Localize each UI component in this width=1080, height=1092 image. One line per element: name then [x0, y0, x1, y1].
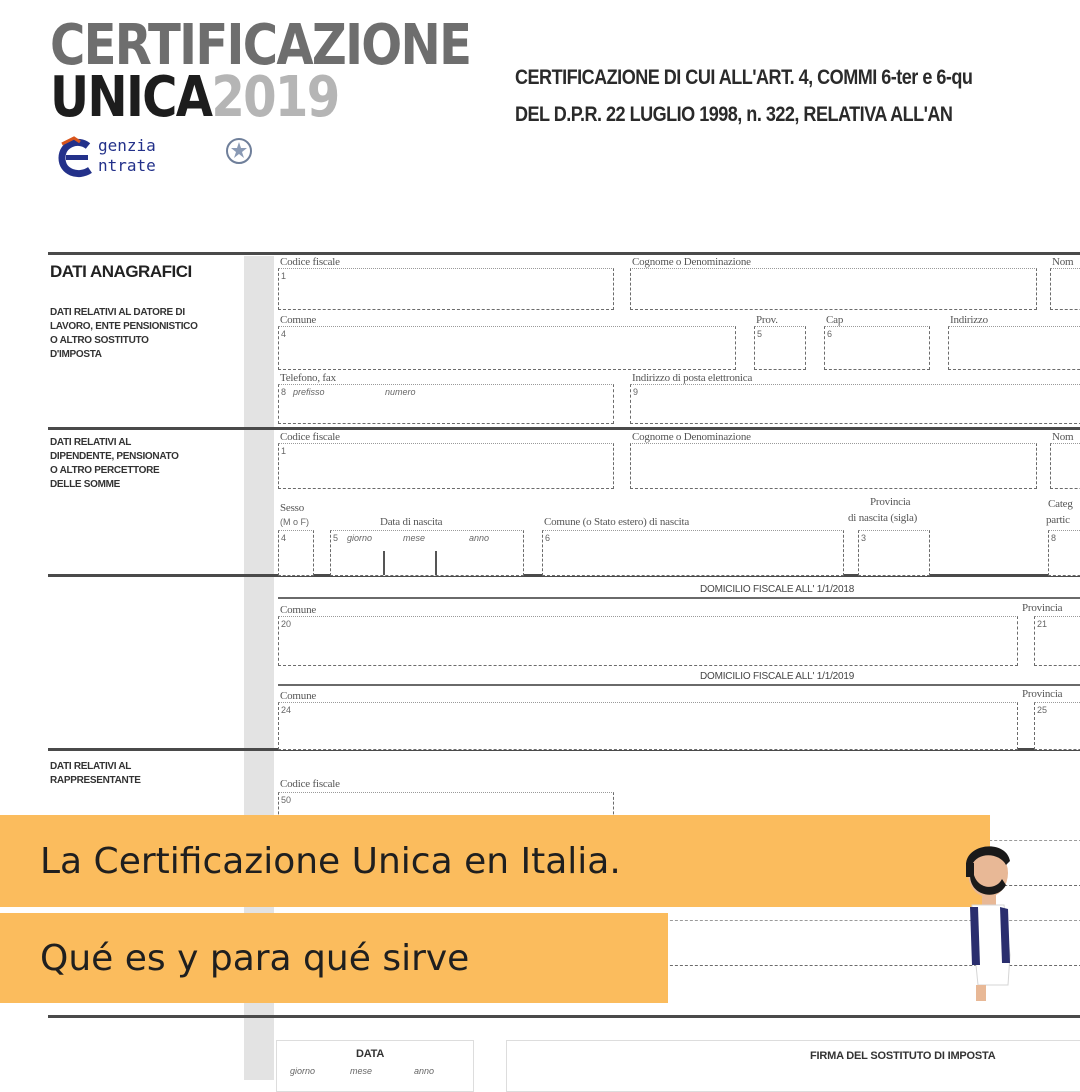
label-indirizzo: Indirizzo	[950, 314, 988, 326]
header-line2: DEL D.P.R. 22 LUGLIO 1998, n. 322, RELATIVA ALL'AN	[515, 103, 953, 126]
agency-e-icon	[58, 136, 98, 180]
telefono-employer-field[interactable]	[278, 384, 614, 424]
label-comune-2019: Comune	[280, 690, 317, 702]
email-employer-field[interactable]	[630, 384, 1080, 424]
logo-title-line2	[50, 65, 339, 130]
divider-employee	[48, 427, 1080, 430]
nome-employer-field[interactable]	[1050, 268, 1080, 310]
field-num: 21	[1037, 619, 1048, 629]
header-line1: CERTIFICAZIONE DI CUI ALL'ART. 4, COMMI 6-ter e 6-qu	[515, 66, 973, 89]
divider-footer	[48, 1015, 1080, 1018]
label-data-nascita: Data di nascita	[380, 516, 443, 528]
field-num: 5	[757, 329, 763, 339]
codice-fiscale-employee-field[interactable]	[278, 443, 614, 489]
provincia-2019-field[interactable]	[1034, 702, 1080, 750]
banner-subtitle-text: Qué es y para qué sirve	[40, 937, 470, 979]
label-numero: numero	[385, 387, 416, 397]
footer-data-label: DATA	[356, 1048, 385, 1060]
label-nome-1: Nom	[1052, 256, 1074, 268]
agenzia-entrate-logo	[58, 130, 258, 190]
logo-unica: UNICA	[50, 65, 212, 130]
label-provincia-2018: Provincia	[1022, 602, 1063, 614]
banner-title-text: La Certificazione Unica en Italia.	[40, 840, 621, 882]
employee-label: DATI RELATIVI AL DIPENDENTE, PENSIONATO O ALTRO PERCETTORE DELLE SOMME	[50, 437, 179, 490]
cognome-employee-field[interactable]	[630, 443, 1037, 489]
field-num: 4	[281, 329, 287, 339]
firma-box[interactable]	[506, 1040, 1080, 1092]
man-character-icon	[948, 835, 1028, 1005]
footer-mese: mese	[350, 1066, 373, 1076]
label-provincia-2019: Provincia	[1022, 688, 1063, 700]
employer-label: DATI RELATIVI AL DATORE DI LAVORO, ENTE PENSIONISTICO O ALTRO SOSTITUTO D'IMPOSTA	[50, 307, 198, 360]
footer-firma-label: FIRMA DEL SOSTITUTO DI IMPOSTA	[810, 1050, 996, 1062]
field-num: 24	[281, 705, 292, 715]
label-comune-1: Comune	[280, 314, 317, 326]
label-prefisso: prefisso	[293, 387, 325, 397]
cognome-employer-field[interactable]	[630, 268, 1037, 310]
domicilio-2018-title: DOMICILIO FISCALE ALL' 1/1/2018	[700, 584, 855, 595]
banner-title	[0, 815, 990, 907]
logo-title-line1: CERTIFICAZIONE	[50, 13, 471, 78]
label-partic: partic	[1046, 514, 1070, 526]
label-email: Indirizzo di posta elettronica	[632, 372, 753, 384]
label-mese: mese	[403, 533, 426, 543]
comune-nascita-field[interactable]	[542, 530, 844, 576]
data-nascita-field[interactable]	[330, 530, 524, 576]
codice-fiscale-employer-field[interactable]	[278, 268, 614, 310]
comune-2019-field[interactable]	[278, 702, 1018, 750]
agency-line2: ntrate	[98, 156, 156, 175]
agency-line1: genzia	[98, 136, 156, 155]
banner-subtitle	[0, 913, 668, 1003]
label-cognome-2: Cognome o Denominazione	[632, 431, 751, 443]
section-title: DATI ANAGRAFICI	[50, 262, 192, 281]
label-mf: (M o F)	[280, 517, 309, 527]
label-cap: Cap	[826, 314, 844, 326]
field-num: 3	[861, 533, 867, 543]
field-num: 8	[1051, 533, 1057, 543]
prov-employer-field[interactable]	[754, 326, 806, 370]
label-categ: Categ	[1048, 498, 1073, 510]
label-comune-nascita: Comune (o Stato estero) di nascita	[544, 516, 690, 528]
field-num: 1	[281, 271, 287, 281]
label-anno: anno	[469, 533, 490, 543]
label-codice-fiscale-rep: Codice fiscale	[280, 778, 340, 790]
label-giorno: giorno	[347, 533, 373, 543]
label-provincia: Provincia	[870, 496, 911, 508]
label-comune-2018: Comune	[280, 604, 317, 616]
label-sesso: Sesso	[280, 502, 305, 514]
field-num: 8	[281, 387, 287, 397]
rep-label: DATI RELATIVI AL RAPPRESENTANTE	[50, 761, 141, 786]
logo-year: 2019	[211, 65, 339, 130]
indirizzo-employer-field[interactable]	[948, 326, 1080, 370]
cap-employer-field[interactable]	[824, 326, 930, 370]
nome-employee-field[interactable]	[1050, 443, 1080, 489]
label-codice-fiscale-2: Codice fiscale	[280, 431, 340, 443]
provincia-2018-field[interactable]	[1034, 616, 1080, 666]
field-num: 5	[333, 533, 339, 543]
field-num: 6	[545, 533, 551, 543]
republic-emblem-icon	[224, 134, 254, 168]
label-codice-fiscale-1: Codice fiscale	[280, 256, 340, 268]
divider-top	[48, 252, 1080, 255]
label-di-nascita: di nascita (sigla)	[848, 512, 918, 524]
divider-domicile-2019	[278, 684, 1080, 686]
field-num: 4	[281, 533, 287, 543]
field-num: 6	[827, 329, 833, 339]
label-telefono: Telefono, fax	[280, 372, 336, 384]
sesso-field[interactable]	[278, 530, 314, 576]
label-cognome-1: Cognome o Denominazione	[632, 256, 751, 268]
domicilio-2018-rule	[278, 597, 1080, 599]
footer-anno: anno	[414, 1066, 435, 1076]
footer-giorno: giorno	[290, 1066, 316, 1076]
field-num: 50	[281, 795, 292, 805]
field-num: 20	[281, 619, 292, 629]
label-prov: Prov.	[756, 314, 778, 326]
comune-employer-field[interactable]	[278, 326, 736, 370]
provincia-nascita-field[interactable]	[858, 530, 930, 576]
field-num: 25	[1037, 705, 1048, 715]
comune-2018-field[interactable]	[278, 616, 1018, 666]
label-nome-2: Nom	[1052, 431, 1074, 443]
categ-field[interactable]	[1048, 530, 1080, 576]
domicilio-2019-title: DOMICILIO FISCALE ALL' 1/1/2019	[700, 671, 855, 682]
field-num: 1	[281, 446, 287, 456]
field-num: 9	[633, 387, 639, 397]
